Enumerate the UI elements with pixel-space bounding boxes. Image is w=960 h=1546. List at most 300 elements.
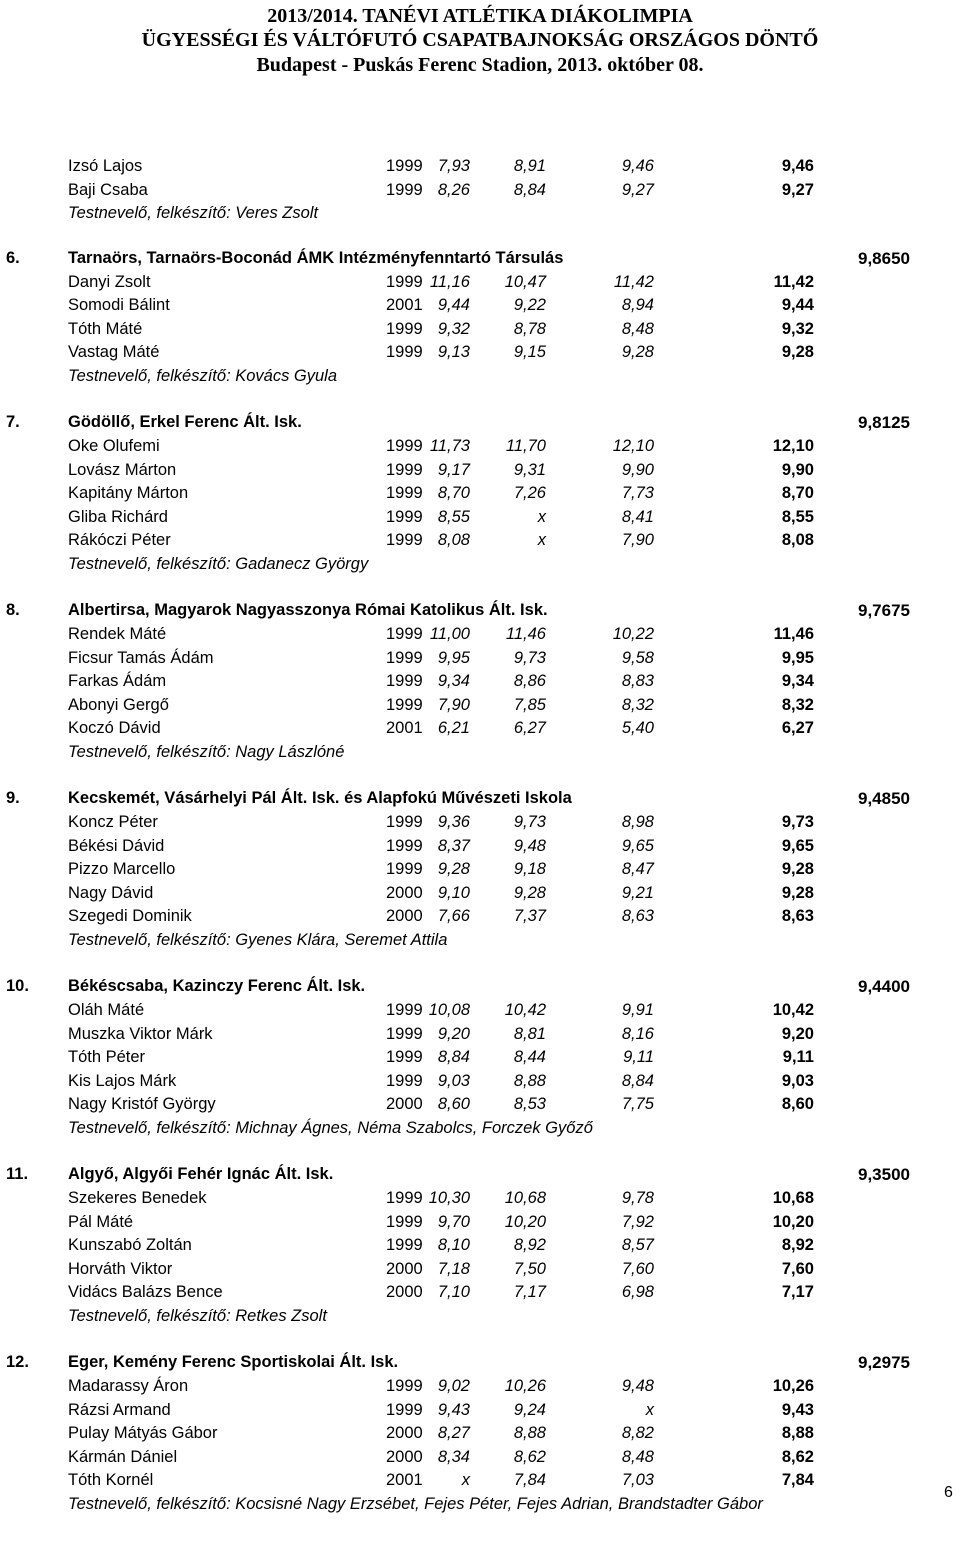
athlete-birth-year: 1999 — [386, 1024, 423, 1043]
coach-row — [0, 365, 960, 389]
attempt-3: 9,48 — [621, 1377, 654, 1395]
athlete-row — [0, 1211, 960, 1235]
best-result: 8,55 — [781, 507, 814, 526]
attempt-3: 9,58 — [621, 648, 654, 667]
attempt-2: 8,88 — [513, 1424, 546, 1442]
best-result: 9,28 — [781, 883, 814, 902]
athlete-row — [0, 341, 960, 365]
attempt-1: 8,08 — [437, 531, 470, 549]
athlete-name: Békési Dávid — [68, 836, 165, 855]
attempt-3: 12,10 — [612, 437, 654, 455]
attempt-2: 9,18 — [513, 860, 546, 878]
athlete-birth-year: 2001 — [386, 719, 423, 737]
attempt-1: 8,26 — [437, 180, 470, 199]
athlete-birth-year: 1999 — [386, 695, 423, 714]
attempt-3: 9,46 — [621, 157, 654, 175]
athlete-name: Lovász Márton — [68, 460, 177, 479]
athlete-birth-year: 1999 — [386, 460, 423, 479]
best-result: 10,42 — [772, 1001, 814, 1019]
best-result: 8,62 — [781, 1447, 814, 1466]
coach-name: Testnevelő, felkészítő: Nagy Lászlóné — [68, 742, 345, 761]
athlete-name: Kármán Dániel — [68, 1447, 178, 1466]
athlete-birth-year: 1999 — [386, 1071, 423, 1090]
attempt-1: 9,10 — [437, 883, 470, 902]
attempt-1: 9,70 — [437, 1212, 470, 1231]
document-header — [0, 0, 960, 78]
attempt-1: 6,21 — [437, 719, 470, 737]
athlete-birth-year: 2000 — [386, 1447, 423, 1466]
attempt-3: 5,40 — [621, 719, 654, 737]
athlete-birth-year: 2000 — [386, 907, 423, 925]
attempt-3: 8,16 — [621, 1024, 654, 1043]
attempt-2: 9,73 — [513, 648, 546, 667]
best-result: 10,68 — [772, 1189, 814, 1207]
section-spacer — [0, 388, 960, 410]
athlete-row — [0, 1446, 960, 1470]
page-number: 6 — [944, 1484, 953, 1501]
attempt-3: 9,21 — [621, 883, 654, 902]
best-result: 9,44 — [781, 296, 814, 314]
team-rank: 10. — [6, 977, 29, 995]
attempt-2: 9,31 — [513, 460, 546, 479]
attempt-3: 8,41 — [621, 507, 654, 526]
athlete-name: Izsó Lajos — [68, 157, 143, 175]
attempt-3: 9,28 — [621, 343, 654, 361]
header-venue-date: Budapest - Puskás Ferenc Stadion, 2013. október 08. — [256, 54, 704, 76]
attempt-2: 8,53 — [513, 1095, 546, 1113]
athlete-name: Danyi Zsolt — [68, 272, 151, 291]
attempt-2: 6,27 — [513, 719, 546, 737]
team-rank: 12. — [6, 1353, 29, 1371]
best-result: 7,17 — [781, 1283, 814, 1301]
attempt-2: 10,47 — [504, 272, 546, 291]
athlete-row — [0, 1023, 960, 1047]
attempt-3: 8,47 — [621, 860, 654, 878]
attempt-1: x — [461, 1471, 470, 1489]
athlete-row — [0, 1422, 960, 1446]
team-header — [0, 246, 960, 271]
best-result: 9,46 — [781, 157, 814, 175]
attempt-1: 9,95 — [437, 648, 470, 667]
coach-name: Testnevelő, felkészítő: Retkes Zsolt — [68, 1306, 327, 1325]
attempt-2: x — [537, 507, 546, 526]
athlete-birth-year: 1999 — [386, 625, 423, 643]
best-result: 8,70 — [781, 484, 814, 502]
athlete-name: Koncz Péter — [68, 813, 158, 831]
best-result: 8,63 — [781, 907, 814, 925]
best-result: 8,08 — [781, 531, 814, 549]
coach-row — [0, 1117, 960, 1141]
athlete-name: Tóth Máté — [68, 319, 143, 338]
athlete-row — [0, 1234, 960, 1258]
best-result: 11,42 — [773, 272, 814, 291]
attempt-1: 8,27 — [437, 1424, 470, 1442]
best-result: 9,43 — [781, 1400, 814, 1419]
attempt-3: 8,94 — [621, 296, 654, 314]
results-list — [0, 155, 960, 1516]
team-name: Algyő, Algyői Fehér Ignác Ált. Isk. — [68, 1165, 334, 1183]
athlete-birth-year: 2000 — [386, 1424, 423, 1442]
header-subtitle: ÜGYESSÉGI ÉS VÁLTÓFUTÓ CSAPATBAJNOKSÁG ORSZÁGOS DÖNTŐ — [141, 29, 819, 51]
attempt-3: 9,90 — [621, 460, 654, 479]
athlete-row — [0, 694, 960, 718]
athlete-row — [0, 905, 960, 929]
team-header — [0, 598, 960, 623]
attempt-2: 10,26 — [504, 1377, 546, 1395]
athlete-name: Pál Máté — [68, 1212, 134, 1231]
athlete-name: Baji Csaba — [68, 180, 148, 199]
athlete-name: Kis Lajos Márk — [68, 1071, 177, 1090]
athlete-name: Vastag Máté — [68, 343, 160, 361]
attempt-2: 7,17 — [513, 1283, 546, 1301]
athlete-row — [0, 835, 960, 859]
best-result: 8,92 — [781, 1236, 814, 1254]
best-result: 9,65 — [781, 836, 814, 855]
athlete-birth-year: 2001 — [386, 1471, 423, 1489]
athlete-row — [0, 717, 960, 741]
best-result: 10,26 — [772, 1377, 814, 1395]
section-spacer — [0, 226, 960, 246]
athlete-birth-year: 1999 — [386, 813, 423, 831]
athlete-birth-year: 1999 — [386, 836, 423, 855]
attempt-2: 11,70 — [505, 437, 546, 455]
team-block — [0, 786, 960, 952]
athlete-row — [0, 623, 960, 647]
team-name: Kecskemét, Vásárhelyi Pál Ált. Isk. és Alapfokú Művészeti Iskola — [68, 789, 572, 807]
attempt-2: 8,44 — [513, 1048, 546, 1066]
athlete-row — [0, 435, 960, 459]
athlete-birth-year: 1999 — [386, 437, 423, 455]
team-block — [0, 1162, 960, 1328]
athlete-birth-year: 1999 — [386, 180, 423, 199]
best-result: 11,46 — [773, 625, 814, 643]
continued-team-block — [0, 155, 960, 226]
team-header — [0, 974, 960, 999]
athlete-row — [0, 1281, 960, 1305]
athlete-birth-year: 1999 — [386, 531, 423, 549]
athlete-name: Nagy Kristóf György — [68, 1095, 216, 1113]
attempt-2: 9,48 — [513, 836, 546, 855]
best-result: 8,32 — [781, 695, 814, 714]
attempt-1: 7,66 — [437, 907, 470, 925]
attempt-2: 8,92 — [513, 1236, 546, 1254]
attempt-1: 10,08 — [428, 1001, 470, 1019]
athlete-name: Rázsi Armand — [68, 1400, 171, 1419]
athlete-birth-year: 1999 — [386, 484, 423, 502]
section-spacer — [0, 1140, 960, 1162]
best-result: 9,28 — [781, 860, 814, 878]
attempt-2: 9,22 — [513, 296, 546, 314]
team-total-score: 9,4400 — [858, 977, 910, 996]
team-name: Albertirsa, Magyarok Nagyasszonya Római Katolikus Ált. Isk. — [68, 601, 548, 619]
attempt-1: 11,00 — [429, 625, 470, 643]
athlete-row — [0, 482, 960, 506]
attempt-3: 7,03 — [621, 1471, 654, 1489]
attempt-1: 7,18 — [437, 1259, 470, 1278]
athlete-name: Szekeres Benedek — [68, 1189, 207, 1207]
section-spacer — [0, 952, 960, 974]
attempt-3: 8,83 — [621, 672, 654, 690]
athlete-row — [0, 858, 960, 882]
athlete-name: Oláh Máté — [68, 1001, 145, 1019]
team-rank: 7. — [6, 413, 20, 431]
attempt-1: 8,60 — [437, 1095, 470, 1113]
coach-name: Testnevelő, felkészítő: Veres Zsolt — [68, 204, 319, 222]
attempt-1: 9,28 — [437, 860, 470, 878]
athlete-birth-year: 2001 — [386, 296, 423, 314]
coach-name: Testnevelő, felkészítő: Gyenes Klára, Seremet Attila — [68, 930, 448, 949]
athlete-name: Ficsur Tamás Ádám — [68, 648, 214, 667]
team-total-score: 9,8125 — [858, 413, 910, 432]
athlete-birth-year: 1999 — [386, 272, 423, 291]
athlete-row — [0, 506, 960, 530]
attempt-2: 7,84 — [513, 1471, 546, 1489]
attempt-3: 7,90 — [621, 531, 654, 549]
athlete-name: Tóth Kornél — [68, 1471, 154, 1489]
coach-name: Testnevelő, felkészítő: Kocsisné Nagy Erzsébet, Fejes Péter, Fejes Adrian, Brandstadter Gábor — [68, 1494, 763, 1513]
athlete-birth-year: 1999 — [386, 1001, 423, 1019]
team-total-score: 9,4850 — [858, 789, 910, 808]
athlete-row — [0, 1258, 960, 1282]
athlete-row — [0, 271, 960, 295]
athlete-name: Horváth Viktor — [68, 1259, 173, 1278]
best-result: 9,03 — [781, 1071, 814, 1090]
athlete-birth-year: 1999 — [386, 860, 423, 878]
athlete-row — [0, 999, 960, 1023]
attempt-2: 8,91 — [513, 157, 546, 175]
athlete-row — [0, 529, 960, 553]
athlete-row — [0, 1469, 960, 1493]
attempt-2: 8,88 — [513, 1071, 546, 1090]
best-result: 8,60 — [781, 1095, 814, 1113]
best-result: 9,73 — [781, 813, 814, 831]
athlete-name: Gliba Richárd — [68, 507, 168, 526]
team-block — [0, 410, 960, 576]
attempt-2: 10,42 — [504, 1001, 546, 1019]
best-result: 6,27 — [781, 719, 814, 737]
athlete-birth-year: 1999 — [386, 648, 423, 667]
attempt-2: 9,28 — [513, 883, 546, 902]
athlete-name: Vidács Balázs Bence — [68, 1283, 223, 1301]
attempt-2: 8,84 — [513, 180, 546, 199]
attempt-1: 8,10 — [437, 1236, 470, 1254]
athlete-name: Koczó Dávid — [68, 719, 161, 737]
attempt-3: 9,11 — [623, 1048, 654, 1066]
athlete-name: Kunszabó Zoltán — [68, 1236, 192, 1254]
attempt-3: 10,22 — [612, 625, 654, 643]
attempt-2: 8,81 — [513, 1024, 546, 1043]
team-rank: 11. — [6, 1165, 29, 1183]
best-result: 8,88 — [781, 1424, 814, 1442]
athlete-birth-year: 1999 — [386, 1212, 423, 1231]
athlete-birth-year: 1999 — [386, 1048, 423, 1066]
athlete-name: Madarassy Áron — [68, 1377, 189, 1395]
attempt-1: 7,90 — [437, 695, 470, 714]
attempt-1: 10,30 — [428, 1189, 470, 1207]
attempt-1: 9,17 — [437, 460, 470, 479]
athlete-name: Farkas Ádám — [68, 672, 167, 690]
athlete-birth-year: 1999 — [386, 1400, 423, 1419]
athlete-row — [0, 1187, 960, 1211]
best-result: 9,27 — [781, 180, 814, 199]
athlete-row — [0, 1375, 960, 1399]
attempt-3: 8,57 — [621, 1236, 654, 1254]
attempt-1: 9,44 — [437, 296, 470, 314]
attempt-2: 11,46 — [505, 625, 546, 643]
attempt-1: 9,36 — [437, 813, 470, 831]
attempt-1: 7,93 — [437, 157, 470, 175]
coach-row — [0, 553, 960, 577]
attempt-2: 10,20 — [504, 1212, 546, 1231]
attempt-1: 9,02 — [437, 1377, 470, 1395]
coach-row — [0, 929, 960, 953]
best-result: 9,20 — [781, 1024, 814, 1043]
athlete-birth-year: 1999 — [386, 157, 423, 175]
attempt-2: 7,85 — [513, 695, 546, 714]
athlete-name: Muszka Viktor Márk — [68, 1024, 213, 1043]
attempt-2: 7,37 — [513, 907, 546, 925]
best-result: 9,95 — [781, 648, 814, 667]
best-result: 9,34 — [781, 672, 814, 690]
team-name: Tarnaörs, Tarnaörs-Boconád ÁMK Intézményfenntartó Társulás — [68, 248, 564, 267]
coach-row — [0, 202, 960, 226]
athlete-birth-year: 1999 — [386, 672, 423, 690]
best-result: 7,84 — [781, 1471, 814, 1489]
athlete-birth-year: 2000 — [386, 1283, 423, 1301]
attempt-1: 9,34 — [437, 672, 470, 690]
attempt-1: 9,43 — [437, 1400, 470, 1419]
attempt-3: 8,48 — [621, 1447, 654, 1466]
attempt-1: 9,03 — [437, 1071, 470, 1090]
attempt-3: x — [645, 1400, 654, 1419]
attempt-3: 8,98 — [621, 813, 654, 831]
attempt-2: 10,68 — [504, 1189, 546, 1207]
team-header — [0, 786, 960, 811]
attempt-2: x — [537, 531, 546, 549]
athlete-row — [0, 294, 960, 318]
attempt-1: 8,84 — [437, 1048, 470, 1066]
coach-name: Testnevelő, felkészítő: Kovács Gyula — [68, 366, 338, 385]
team-header — [0, 1350, 960, 1375]
athlete-birth-year: 2000 — [386, 1259, 423, 1278]
team-total-score: 9,8650 — [858, 248, 910, 268]
best-result: 9,11 — [782, 1048, 814, 1066]
attempt-2: 9,15 — [513, 343, 546, 361]
team-rank: 6. — [6, 248, 20, 267]
athlete-birth-year: 1999 — [386, 343, 423, 361]
attempt-3: 8,32 — [621, 695, 654, 714]
athlete-row — [0, 1046, 960, 1070]
athlete-row — [0, 155, 960, 179]
attempt-3: 9,91 — [621, 1001, 654, 1019]
athlete-row — [0, 179, 960, 203]
attempt-2: 8,86 — [513, 672, 546, 690]
athlete-birth-year: 1999 — [386, 1377, 423, 1395]
best-result: 7,60 — [781, 1259, 814, 1278]
attempt-1: 8,55 — [437, 507, 470, 526]
attempt-3: 11,42 — [613, 272, 654, 291]
athlete-row — [0, 670, 960, 694]
attempt-1: 11,73 — [429, 437, 470, 455]
best-result: 9,28 — [781, 343, 814, 361]
coach-row — [0, 741, 960, 765]
attempt-3: 6,98 — [621, 1283, 654, 1301]
attempt-2: 9,24 — [513, 1400, 546, 1419]
team-header — [0, 1162, 960, 1187]
team-block — [0, 974, 960, 1140]
team-block — [0, 246, 960, 389]
team-total-score: 9,7675 — [858, 601, 910, 620]
attempt-3: 7,75 — [621, 1095, 654, 1113]
athlete-name: Abonyi Gergő — [68, 695, 169, 714]
attempt-1: 11,16 — [429, 272, 470, 291]
athlete-name: Nagy Dávid — [68, 883, 154, 902]
attempt-3: 8,82 — [621, 1424, 654, 1442]
coach-name: Testnevelő, felkészítő: Michnay Ágnes, Néma Szabolcs, Forczek Győző — [68, 1118, 593, 1137]
athlete-row — [0, 1093, 960, 1117]
athlete-name: Kapitány Márton — [68, 484, 189, 502]
attempt-3: 9,27 — [621, 180, 654, 199]
team-header — [0, 410, 960, 435]
athlete-birth-year: 1999 — [386, 507, 423, 526]
athlete-birth-year: 2000 — [386, 883, 423, 902]
attempt-2: 7,50 — [513, 1259, 546, 1278]
athlete-row — [0, 459, 960, 483]
athlete-birth-year: 1999 — [386, 319, 423, 338]
athlete-name: Rendek Máté — [68, 625, 167, 643]
athlete-birth-year: 2000 — [386, 1095, 423, 1113]
attempt-2: 8,78 — [513, 319, 546, 338]
section-spacer — [0, 764, 960, 786]
team-block — [0, 598, 960, 764]
attempt-1: 7,10 — [437, 1283, 470, 1301]
attempt-1: 9,13 — [437, 343, 470, 361]
attempt-3: 7,60 — [621, 1259, 654, 1278]
section-spacer — [0, 576, 960, 598]
team-name: Békéscsaba, Kazinczy Ferenc Ált. Isk. — [68, 977, 366, 995]
coach-name: Testnevelő, felkészítő: Gadanecz György — [68, 554, 369, 573]
attempt-3: 7,92 — [621, 1212, 654, 1231]
attempt-3: 8,63 — [621, 907, 654, 925]
attempt-1: 9,32 — [437, 319, 470, 338]
attempt-1: 8,34 — [437, 1447, 470, 1466]
section-spacer — [0, 1328, 960, 1350]
athlete-row — [0, 647, 960, 671]
team-total-score: 9,3500 — [858, 1165, 910, 1184]
best-result: 10,20 — [772, 1212, 814, 1231]
attempt-3: 8,84 — [621, 1071, 654, 1090]
attempt-1: 9,20 — [437, 1024, 470, 1043]
best-result: 9,90 — [781, 460, 814, 479]
athlete-row — [0, 1399, 960, 1423]
team-block — [0, 1350, 960, 1516]
best-result: 9,32 — [781, 319, 814, 338]
athlete-name: Szegedi Dominik — [68, 907, 192, 925]
team-name: Eger, Kemény Ferenc Sportiskolai Ált. Isk. — [68, 1353, 399, 1371]
attempt-3: 7,73 — [621, 484, 654, 502]
coach-row — [0, 1493, 960, 1517]
attempt-1: 8,37 — [437, 836, 470, 855]
athlete-name: Oke Olufemi — [68, 437, 160, 455]
coach-row — [0, 1305, 960, 1329]
attempt-3: 9,78 — [621, 1189, 654, 1207]
team-total-score: 9,2975 — [858, 1353, 910, 1372]
athlete-row — [0, 1070, 960, 1094]
attempt-2: 8,62 — [513, 1447, 546, 1466]
athlete-row — [0, 882, 960, 906]
attempt-2: 9,73 — [513, 813, 546, 831]
athlete-name: Somodi Bálint — [68, 296, 170, 314]
